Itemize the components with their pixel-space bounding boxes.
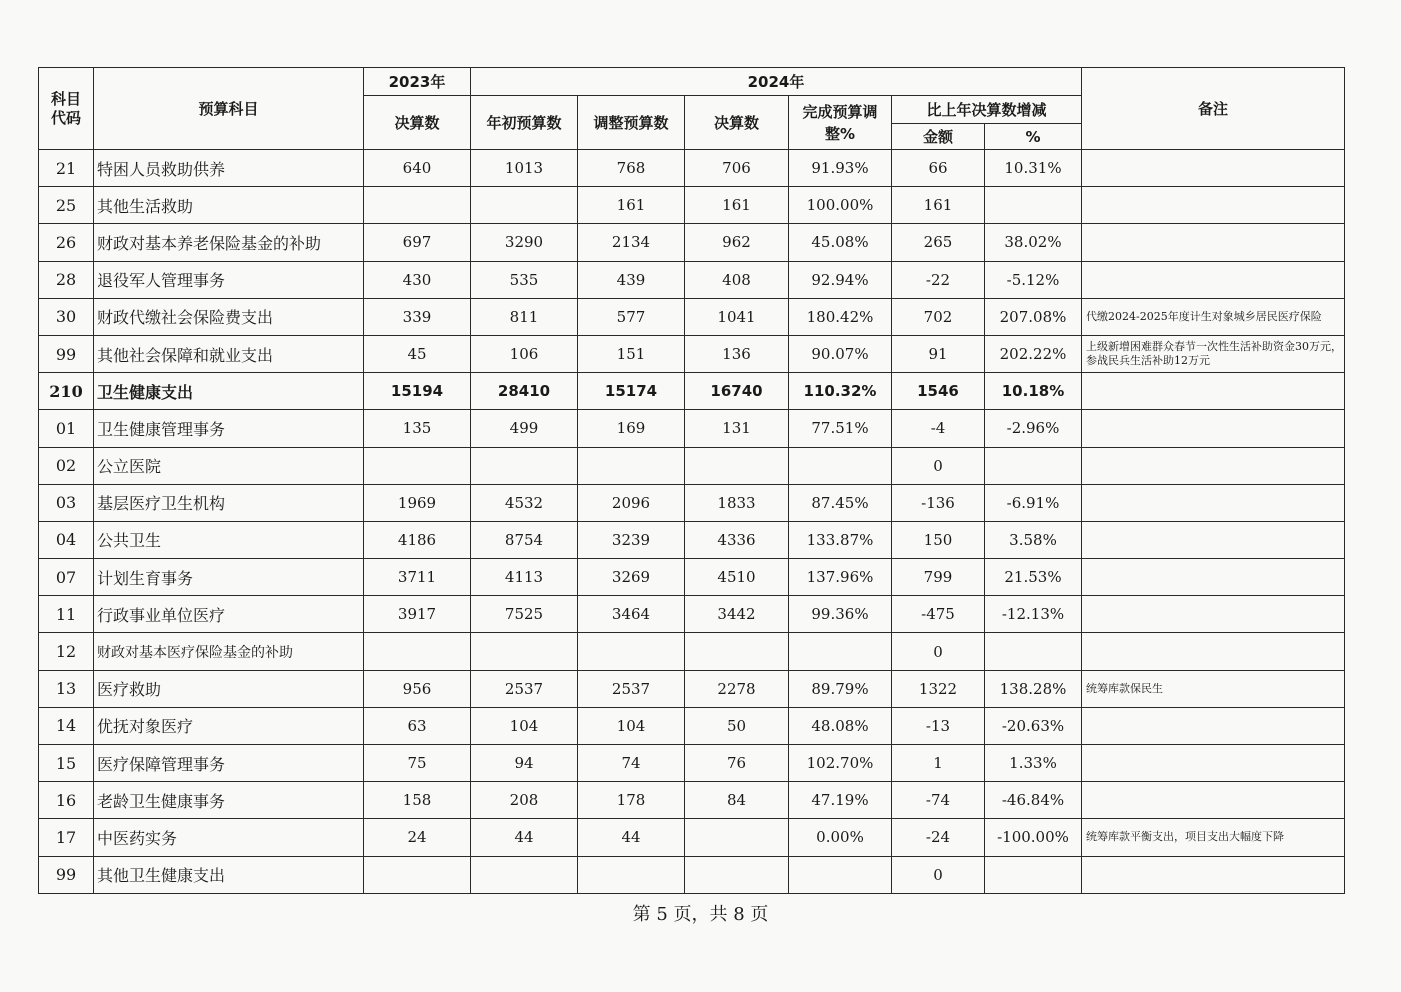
row-final-2024: 4510 bbox=[685, 559, 789, 596]
row-initial-budget: 28410 bbox=[471, 373, 578, 410]
row-final-2023 bbox=[364, 447, 471, 484]
row-code: 14 bbox=[39, 707, 94, 744]
row-subject-name: 其他社会保障和就业支出 bbox=[94, 335, 364, 372]
header-change-amount: 金额 bbox=[892, 124, 985, 150]
table-row bbox=[39, 782, 1345, 819]
row-change-amount: -22 bbox=[892, 261, 985, 298]
header-final-2024: 决算数 bbox=[685, 96, 789, 150]
row-change-amount: -475 bbox=[892, 596, 985, 633]
table-row bbox=[39, 819, 1345, 856]
row-final-2023 bbox=[364, 633, 471, 670]
row-subject-name: 财政对基本医疗保险基金的补助 bbox=[94, 633, 364, 670]
row-final-2024: 16740 bbox=[685, 373, 789, 410]
table-row bbox=[39, 484, 1345, 521]
row-completion-pct: 0.00% bbox=[789, 819, 892, 856]
row-change-percent: -12.13% bbox=[985, 596, 1082, 633]
row-final-2023: 640 bbox=[364, 150, 471, 187]
row-initial-budget: 44 bbox=[471, 819, 578, 856]
row-completion-pct bbox=[789, 633, 892, 670]
row-completion-pct: 137.96% bbox=[789, 559, 892, 596]
row-completion-pct bbox=[789, 856, 892, 893]
row-adjusted-budget: 169 bbox=[578, 410, 685, 447]
table-row bbox=[39, 559, 1345, 596]
header-change-percent: % bbox=[985, 124, 1082, 150]
row-adjusted-budget: 3239 bbox=[578, 521, 685, 558]
row-remark bbox=[1082, 150, 1345, 187]
row-final-2023: 45 bbox=[364, 335, 471, 372]
row-remark bbox=[1082, 261, 1345, 298]
row-initial-budget: 4113 bbox=[471, 559, 578, 596]
row-completion-pct: 102.70% bbox=[789, 745, 892, 782]
row-adjusted-budget: 178 bbox=[578, 782, 685, 819]
row-final-2024: 706 bbox=[685, 150, 789, 187]
row-change-percent bbox=[985, 187, 1082, 224]
row-final-2024 bbox=[685, 447, 789, 484]
row-code: 02 bbox=[39, 447, 94, 484]
header-change-vs-last-year: 比上年决算数增减 bbox=[892, 96, 1082, 124]
row-change-amount: 702 bbox=[892, 298, 985, 335]
row-subject-name: 财政代缴社会保险费支出 bbox=[94, 298, 364, 335]
row-change-amount: 1546 bbox=[892, 373, 985, 410]
row-code: 07 bbox=[39, 559, 94, 596]
row-initial-budget bbox=[471, 856, 578, 893]
row-final-2024: 962 bbox=[685, 224, 789, 261]
row-code: 25 bbox=[39, 187, 94, 224]
row-subject-name: 公共卫生 bbox=[94, 521, 364, 558]
row-change-amount: 1322 bbox=[892, 670, 985, 707]
row-initial-budget: 2537 bbox=[471, 670, 578, 707]
row-code: 03 bbox=[39, 484, 94, 521]
row-code: 04 bbox=[39, 521, 94, 558]
table-row bbox=[39, 856, 1345, 893]
row-completion-pct: 77.51% bbox=[789, 410, 892, 447]
row-initial-budget: 811 bbox=[471, 298, 578, 335]
row-change-amount: 66 bbox=[892, 150, 985, 187]
row-adjusted-budget bbox=[578, 447, 685, 484]
row-change-percent: 38.02% bbox=[985, 224, 1082, 261]
row-change-percent: -2.96% bbox=[985, 410, 1082, 447]
row-completion-pct: 133.87% bbox=[789, 521, 892, 558]
row-subject-name: 计划生育事务 bbox=[94, 559, 364, 596]
row-code: 16 bbox=[39, 782, 94, 819]
row-adjusted-budget: 151 bbox=[578, 335, 685, 372]
row-remark bbox=[1082, 187, 1345, 224]
row-change-percent: 1.33% bbox=[985, 745, 1082, 782]
row-remark bbox=[1082, 373, 1345, 410]
row-final-2024: 1833 bbox=[685, 484, 789, 521]
row-completion-pct: 89.79% bbox=[789, 670, 892, 707]
row-adjusted-budget: 439 bbox=[578, 261, 685, 298]
row-change-percent: -6.91% bbox=[985, 484, 1082, 521]
budget-table-sheet bbox=[38, 67, 1344, 894]
table-row bbox=[39, 670, 1345, 707]
row-final-2023: 135 bbox=[364, 410, 471, 447]
row-adjusted-budget: 577 bbox=[578, 298, 685, 335]
row-final-2023: 1969 bbox=[364, 484, 471, 521]
row-final-2023: 75 bbox=[364, 745, 471, 782]
row-remark bbox=[1082, 410, 1345, 447]
row-change-percent: -20.63% bbox=[985, 707, 1082, 744]
row-subject-name: 中医药实务 bbox=[94, 819, 364, 856]
row-completion-pct: 90.07% bbox=[789, 335, 892, 372]
row-change-amount: 265 bbox=[892, 224, 985, 261]
row-change-percent: 202.22% bbox=[985, 335, 1082, 372]
header-adjusted-budget: 调整预算数 bbox=[578, 96, 685, 150]
row-completion-pct: 91.93% bbox=[789, 150, 892, 187]
row-subject-name: 公立医院 bbox=[94, 447, 364, 484]
row-initial-budget: 1013 bbox=[471, 150, 578, 187]
row-remark bbox=[1082, 707, 1345, 744]
table-row bbox=[39, 335, 1345, 372]
row-code: 26 bbox=[39, 224, 94, 261]
row-change-amount: 0 bbox=[892, 856, 985, 893]
row-initial-budget: 3290 bbox=[471, 224, 578, 261]
row-completion-pct: 45.08% bbox=[789, 224, 892, 261]
row-completion-pct: 48.08% bbox=[789, 707, 892, 744]
row-change-amount: 161 bbox=[892, 187, 985, 224]
row-subject-name: 行政事业单位医疗 bbox=[94, 596, 364, 633]
table-row bbox=[39, 521, 1345, 558]
row-final-2024: 4336 bbox=[685, 521, 789, 558]
row-final-2024: 76 bbox=[685, 745, 789, 782]
row-change-percent bbox=[985, 447, 1082, 484]
row-remark bbox=[1082, 633, 1345, 670]
row-initial-budget: 94 bbox=[471, 745, 578, 782]
row-final-2023 bbox=[364, 187, 471, 224]
row-final-2023: 339 bbox=[364, 298, 471, 335]
row-adjusted-budget: 104 bbox=[578, 707, 685, 744]
row-initial-budget bbox=[471, 187, 578, 224]
row-final-2023: 956 bbox=[364, 670, 471, 707]
row-completion-pct: 180.42% bbox=[789, 298, 892, 335]
row-subject-name: 优抚对象医疗 bbox=[94, 707, 364, 744]
row-final-2023 bbox=[364, 856, 471, 893]
row-adjusted-budget: 74 bbox=[578, 745, 685, 782]
row-final-2023: 15194 bbox=[364, 373, 471, 410]
header-completion-pct: 完成预算调 整% bbox=[789, 96, 892, 150]
row-remark: 代缴2024-2025年度计生对象城乡居民医疗保险 bbox=[1082, 298, 1345, 335]
row-subject-name: 卫生健康支出 bbox=[94, 373, 364, 410]
row-code: 21 bbox=[39, 150, 94, 187]
row-change-percent: 3.58% bbox=[985, 521, 1082, 558]
row-adjusted-budget bbox=[578, 633, 685, 670]
row-change-amount: -136 bbox=[892, 484, 985, 521]
header-initial-budget: 年初预算数 bbox=[471, 96, 578, 150]
table-row bbox=[39, 187, 1345, 224]
row-final-2024: 136 bbox=[685, 335, 789, 372]
row-remark bbox=[1082, 447, 1345, 484]
row-code: 17 bbox=[39, 819, 94, 856]
row-remark bbox=[1082, 782, 1345, 819]
row-remark bbox=[1082, 484, 1345, 521]
table-header bbox=[39, 68, 1345, 150]
row-code: 01 bbox=[39, 410, 94, 447]
row-change-amount: 1 bbox=[892, 745, 985, 782]
row-initial-budget bbox=[471, 447, 578, 484]
row-final-2023: 430 bbox=[364, 261, 471, 298]
row-change-percent: -46.84% bbox=[985, 782, 1082, 819]
row-subject-name: 退役军人管理事务 bbox=[94, 261, 364, 298]
row-final-2024: 1041 bbox=[685, 298, 789, 335]
row-initial-budget: 8754 bbox=[471, 521, 578, 558]
row-adjusted-budget bbox=[578, 856, 685, 893]
row-change-percent: -100.00% bbox=[985, 819, 1082, 856]
table-row bbox=[39, 261, 1345, 298]
row-final-2024: 408 bbox=[685, 261, 789, 298]
row-final-2024 bbox=[685, 819, 789, 856]
row-final-2024 bbox=[685, 633, 789, 670]
table-row bbox=[39, 150, 1345, 187]
row-initial-budget bbox=[471, 633, 578, 670]
row-final-2024: 161 bbox=[685, 187, 789, 224]
row-final-2023: 158 bbox=[364, 782, 471, 819]
table-body bbox=[39, 150, 1345, 894]
row-subject-name: 财政对基本养老保险基金的补助 bbox=[94, 224, 364, 261]
table-row bbox=[39, 596, 1345, 633]
row-final-2023: 63 bbox=[364, 707, 471, 744]
row-final-2023: 3917 bbox=[364, 596, 471, 633]
table-row bbox=[39, 224, 1345, 261]
row-initial-budget: 106 bbox=[471, 335, 578, 372]
row-initial-budget: 104 bbox=[471, 707, 578, 744]
row-completion-pct bbox=[789, 447, 892, 484]
row-remark bbox=[1082, 745, 1345, 782]
header-year-2024: 2024年 bbox=[471, 68, 1082, 96]
row-remark bbox=[1082, 224, 1345, 261]
row-adjusted-budget: 161 bbox=[578, 187, 685, 224]
row-subject-name: 老龄卫生健康事务 bbox=[94, 782, 364, 819]
row-subject-name: 卫生健康管理事务 bbox=[94, 410, 364, 447]
header-code: 科目 代码 bbox=[39, 68, 94, 150]
row-remark bbox=[1082, 521, 1345, 558]
row-completion-pct: 100.00% bbox=[789, 187, 892, 224]
row-change-percent: 138.28% bbox=[985, 670, 1082, 707]
row-change-amount: -4 bbox=[892, 410, 985, 447]
row-remark: 上级新增困难群众春节一次性生活补助资金30万元，参战民兵生活补助12万元 bbox=[1082, 335, 1345, 372]
row-initial-budget: 499 bbox=[471, 410, 578, 447]
row-change-amount: -13 bbox=[892, 707, 985, 744]
row-completion-pct: 47.19% bbox=[789, 782, 892, 819]
row-change-amount: -74 bbox=[892, 782, 985, 819]
row-code: 15 bbox=[39, 745, 94, 782]
table-row bbox=[39, 745, 1345, 782]
row-final-2024: 2278 bbox=[685, 670, 789, 707]
row-code: 13 bbox=[39, 670, 94, 707]
row-final-2023: 4186 bbox=[364, 521, 471, 558]
row-subject-name: 特困人员救助供养 bbox=[94, 150, 364, 187]
row-remark bbox=[1082, 559, 1345, 596]
row-completion-pct: 87.45% bbox=[789, 484, 892, 521]
row-adjusted-budget: 3464 bbox=[578, 596, 685, 633]
row-remark bbox=[1082, 596, 1345, 633]
row-code: 12 bbox=[39, 633, 94, 670]
row-final-2023: 24 bbox=[364, 819, 471, 856]
row-code: 99 bbox=[39, 856, 94, 893]
row-code: 210 bbox=[39, 373, 94, 410]
row-final-2024: 3442 bbox=[685, 596, 789, 633]
row-final-2024: 131 bbox=[685, 410, 789, 447]
row-adjusted-budget: 44 bbox=[578, 819, 685, 856]
table-row bbox=[39, 373, 1345, 410]
row-adjusted-budget: 3269 bbox=[578, 559, 685, 596]
row-initial-budget: 535 bbox=[471, 261, 578, 298]
row-adjusted-budget: 2537 bbox=[578, 670, 685, 707]
row-change-percent: 21.53% bbox=[985, 559, 1082, 596]
row-initial-budget: 4532 bbox=[471, 484, 578, 521]
header-final-2023: 决算数 bbox=[364, 96, 471, 150]
row-final-2023: 3711 bbox=[364, 559, 471, 596]
row-initial-budget: 208 bbox=[471, 782, 578, 819]
row-change-percent bbox=[985, 633, 1082, 670]
row-subject-name: 基层医疗卫生机构 bbox=[94, 484, 364, 521]
table-row bbox=[39, 447, 1345, 484]
row-subject-name: 其他卫生健康支出 bbox=[94, 856, 364, 893]
row-change-amount: 91 bbox=[892, 335, 985, 372]
row-change-percent bbox=[985, 856, 1082, 893]
row-change-amount: -24 bbox=[892, 819, 985, 856]
row-code: 28 bbox=[39, 261, 94, 298]
row-remark: 统筹库款平衡支出，项目支出大幅度下降 bbox=[1082, 819, 1345, 856]
row-completion-pct: 92.94% bbox=[789, 261, 892, 298]
row-change-percent: 207.08% bbox=[985, 298, 1082, 335]
row-completion-pct: 110.32% bbox=[789, 373, 892, 410]
row-adjusted-budget: 2096 bbox=[578, 484, 685, 521]
row-change-percent: 10.31% bbox=[985, 150, 1082, 187]
row-adjusted-budget: 15174 bbox=[578, 373, 685, 410]
row-subject-name: 医疗保障管理事务 bbox=[94, 745, 364, 782]
row-final-2023: 697 bbox=[364, 224, 471, 261]
row-completion-pct: 99.36% bbox=[789, 596, 892, 633]
header-subject: 预算科目 bbox=[94, 68, 364, 150]
table-row bbox=[39, 707, 1345, 744]
row-code: 30 bbox=[39, 298, 94, 335]
row-final-2024 bbox=[685, 856, 789, 893]
row-remark: 统筹库款保民生 bbox=[1082, 670, 1345, 707]
row-final-2024: 50 bbox=[685, 707, 789, 744]
row-subject-name: 其他生活救助 bbox=[94, 187, 364, 224]
row-adjusted-budget: 2134 bbox=[578, 224, 685, 261]
row-change-amount: 799 bbox=[892, 559, 985, 596]
row-subject-name: 医疗救助 bbox=[94, 670, 364, 707]
row-initial-budget: 7525 bbox=[471, 596, 578, 633]
header-remarks: 备注 bbox=[1082, 68, 1345, 150]
row-final-2024: 84 bbox=[685, 782, 789, 819]
budget-table bbox=[38, 67, 1345, 894]
row-change-amount: 150 bbox=[892, 521, 985, 558]
row-change-amount: 0 bbox=[892, 633, 985, 670]
table-row bbox=[39, 410, 1345, 447]
table-row bbox=[39, 298, 1345, 335]
table-row bbox=[39, 633, 1345, 670]
row-code: 11 bbox=[39, 596, 94, 633]
row-change-amount: 0 bbox=[892, 447, 985, 484]
page-footer: 第 5 页，共 8 页 bbox=[632, 904, 769, 925]
row-change-percent: -5.12% bbox=[985, 261, 1082, 298]
header-year-2023: 2023年 bbox=[364, 68, 471, 96]
row-remark bbox=[1082, 856, 1345, 893]
row-code: 99 bbox=[39, 335, 94, 372]
row-adjusted-budget: 768 bbox=[578, 150, 685, 187]
row-change-percent: 10.18% bbox=[985, 373, 1082, 410]
